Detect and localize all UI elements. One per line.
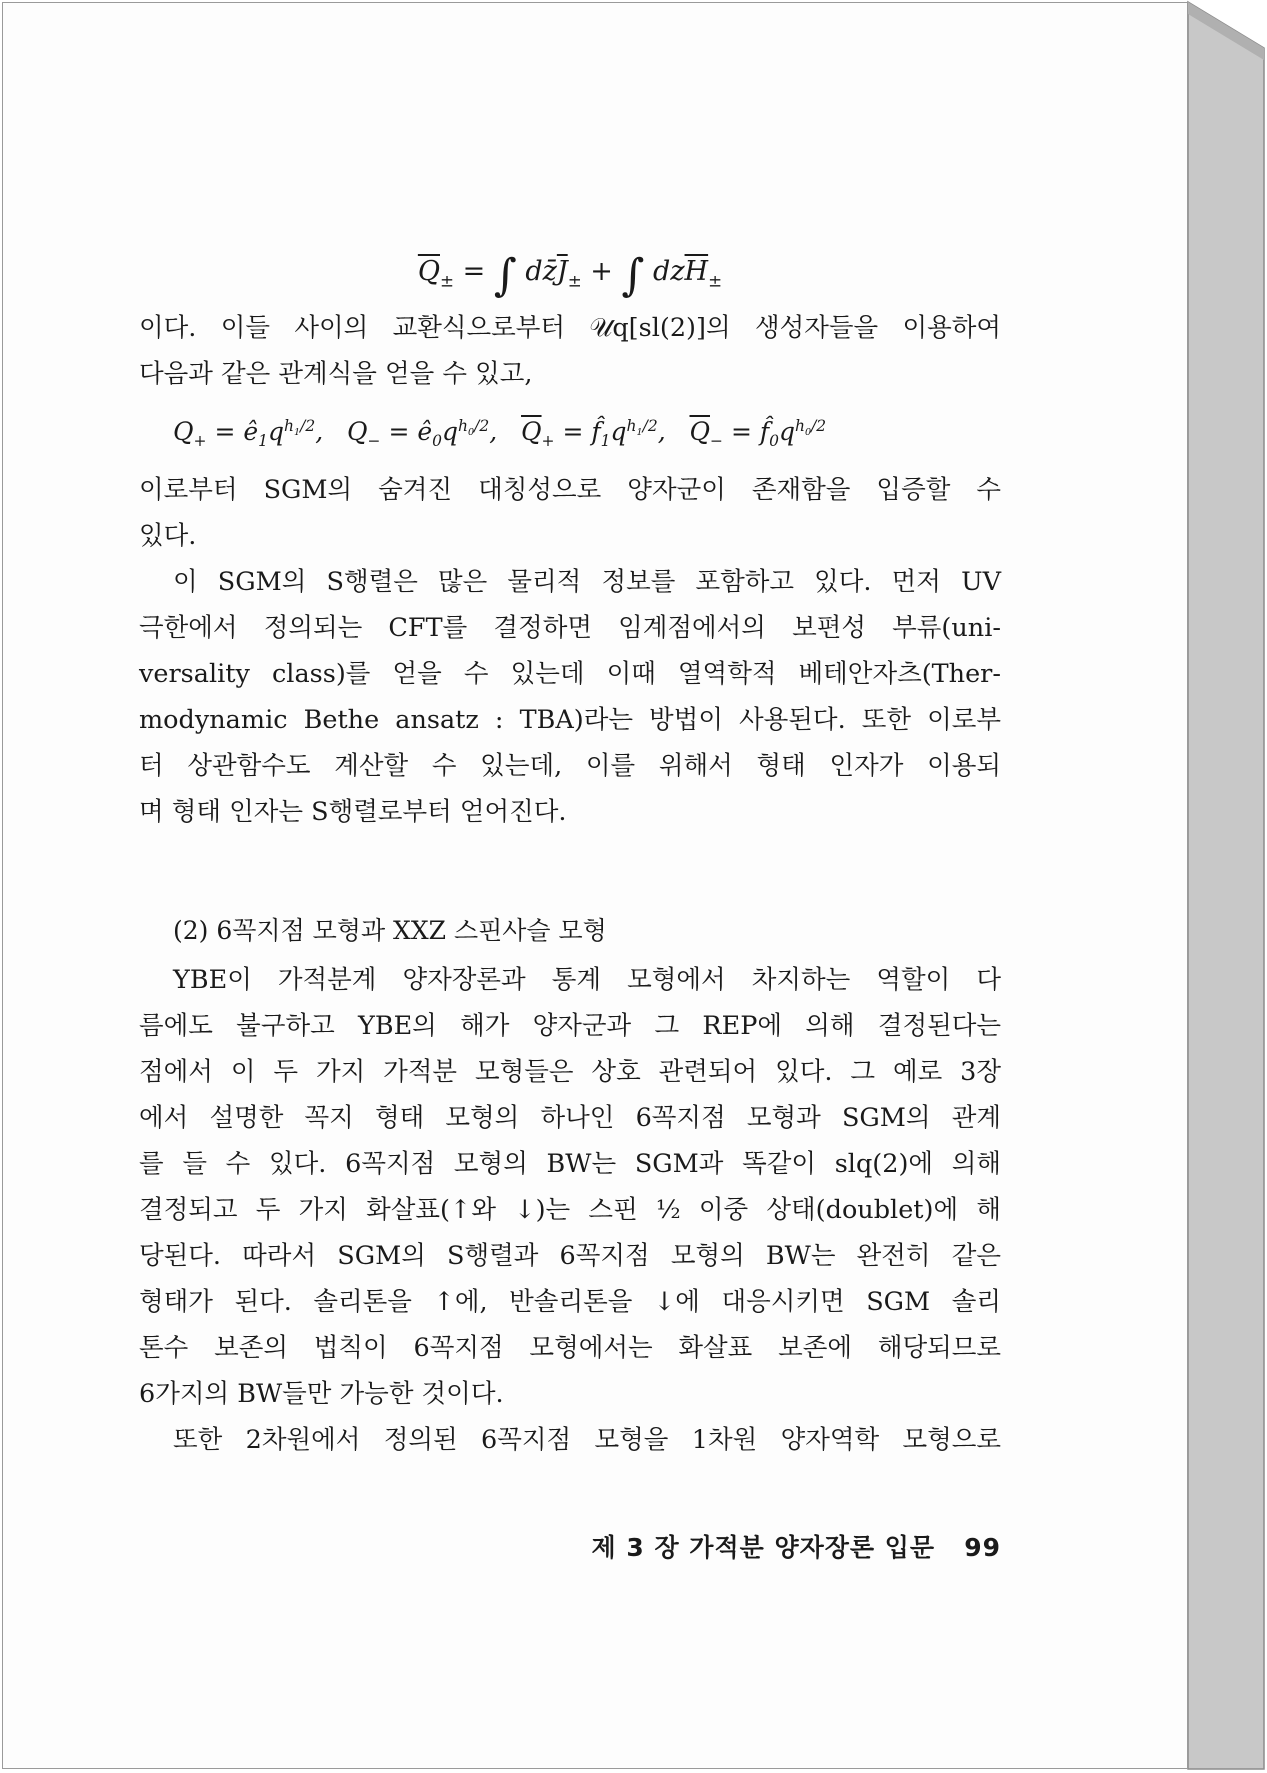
text-line: versality class)를 얻을 수 있는데 이때 열역학적 베테안자츠(Ther- [139, 659, 1001, 689]
text-line: 극한에서 정의되는 CFT를 결정하면 임계점에서의 보편성 부류(uni- [139, 613, 1001, 643]
text-line: 톤수 보존의 법칙이 6꼭지점 모형에서는 화살표 보존에 해당되므로 [139, 1333, 1001, 1363]
text-line: 이 SGM의 S행렬은 많은 물리적 정보를 포함하고 있다. 먼저 UV [173, 567, 1001, 597]
text-line: YBE이 가적분계 양자장론과 통계 모형에서 차지하는 역할이 다 [173, 965, 1001, 995]
text-line: 를 들 수 있다. 6꼭지점 모형의 BW는 SGM과 똑같이 slq(2)에 의해 [139, 1149, 1001, 1179]
paragraph-4 [139, 957, 1001, 1417]
equation-top: $\overline{Q}_\pm$ = ∫ $dz̄\overline{J}_\pm$ + ∫ $dz\overline{H}_\pm$ [417, 250, 723, 301]
text-line: 며 형태 인자는 S행렬로부터 얻어진다. [139, 797, 567, 827]
chapter-title: 제 3 장 가적분 양자장론 입문 [591, 1533, 936, 1562]
text-line: 다음과 같은 관계식을 얻을 수 있고, [139, 359, 533, 389]
text-line: 터 상관함수도 계산할 수 있는데, 이를 위해서 형태 인자가 이용되 [139, 751, 1001, 781]
text-line: 에서 설명한 꼭지 형태 모형의 하나인 6꼭지점 모형과 SGM의 관계 [139, 1103, 1001, 1133]
paragraph-2 [139, 467, 1001, 559]
text-line: modynamic Bethe ansatz : TBA)라는 방법이 사용된다. 또한 이로부 [139, 705, 1001, 735]
text-line: 이로부터 SGM의 숨겨진 대칭성으로 양자군이 존재함을 입증할 수 [139, 475, 1001, 505]
page-number: 99 [964, 1533, 1001, 1562]
text-line: 점에서 이 두 가지 가적분 모형들은 상호 관련되어 있다. 그 예로 3장 [139, 1057, 1001, 1087]
paragraph-5 [139, 1417, 1001, 1463]
text-line: 있다. [139, 521, 197, 551]
text-line: 당된다. 따라서 SGM의 S행렬과 6꼭지점 모형의 BW는 완전히 같은 [139, 1241, 1001, 1271]
paragraph-1 [139, 305, 1001, 397]
text-line: 결정되고 두 가지 화살표(↑와 ↓)는 스핀 ½ 이중 상태(doublet)에 해 [139, 1195, 1001, 1225]
page-content [139, 239, 1001, 1463]
text-line: 6가지의 BW들만 가능한 것이다. [139, 1379, 504, 1409]
section-heading: (2) 6꼭지점 모형과 XXZ 스핀사슬 모형 [173, 916, 607, 945]
text-line: 이다. 이들 사이의 교환식으로부터 𝒰q[sl(2)]의 생성자들을 이용하여 [139, 313, 1001, 343]
text-line: 형태가 된다. 솔리톤을 ↑에, 반솔리톤을 ↓에 대응시키면 SGM 솔리 [139, 1287, 1001, 1317]
equation-middle: $Q_+$ = $ê_1q^{h_1/2}$, $Q_-$ = $ê_0q^{h_0/2}$, $\overline{Q}_+$ = $f̂_1q^{h_1/2}$, $\overline{Q}_-$ = $f̂_0q^{h_0/2}$ [173, 416, 827, 450]
paragraph-3 [139, 559, 1001, 835]
text-line: 또한 2차원에서 정의된 6꼭지점 모형을 1차원 양자역학 모형으로 [173, 1425, 1001, 1455]
page-footer [139, 1528, 1001, 1564]
section-gap [139, 835, 1001, 905]
book-page [2, 2, 1188, 1769]
text-line: 름에도 불구하고 YBE의 해가 양자군과 그 REP에 의해 결정된다는 [139, 1011, 1001, 1041]
